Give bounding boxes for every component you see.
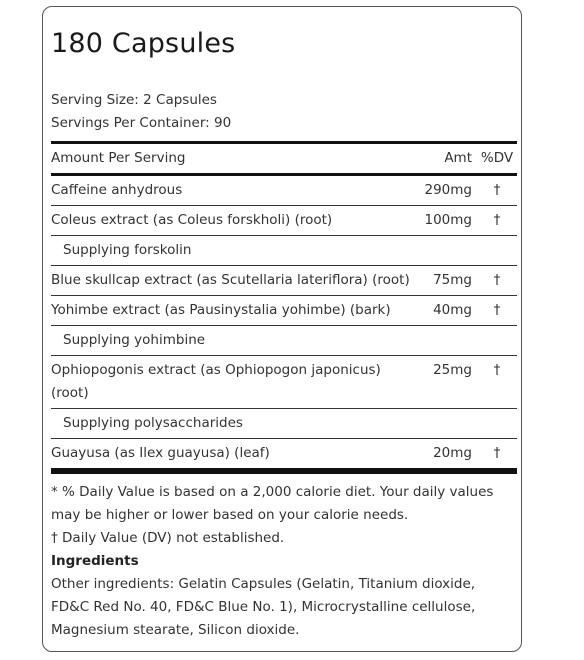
ingredient-dv: † xyxy=(493,212,501,228)
ingredients-text: Other ingredients: Gelatin Capsules (Gelatin, Titanium dioxide, FD&C Red No. 40, FD&C Blue No. 1), Microcrystalline cellulose, Magnesium stearate, Silicon dioxide. xyxy=(51,576,476,638)
ingredient-table xyxy=(51,176,517,468)
ingredient-dv: † xyxy=(493,272,501,288)
daily-value-footnote: * % Daily Value is based on a 2,000 calorie diet. Your daily values may be higher or lower based on your calorie needs. xyxy=(51,484,494,523)
ingredient-amount: 75mg xyxy=(433,272,472,288)
table-row xyxy=(51,409,517,439)
ingredient-name: Blue skullcap extract (as Scutellaria lateriflora) (root) xyxy=(51,272,410,288)
ingredient-name: Yohimbe extract (as Pausinystalia yohimbe) (bark) xyxy=(51,302,391,318)
table-header xyxy=(51,144,517,173)
serving-size: Serving Size: 2 Capsules xyxy=(51,92,217,108)
ingredient-sub-name: Supplying yohimbine xyxy=(63,332,206,348)
table-row xyxy=(51,236,517,266)
header-dv: %DV xyxy=(480,150,514,166)
ingredient-sub-name: Supplying polysaccharides xyxy=(63,415,243,431)
ingredient-name: Ophiopogonis extract (as Ophiopogon japonicus) (root) xyxy=(51,362,381,401)
ingredient-amount: 290mg xyxy=(424,182,472,198)
table-row xyxy=(51,356,517,409)
ingredient-dv: † xyxy=(493,445,501,461)
serving-info xyxy=(51,89,517,135)
ingredient-dv: † xyxy=(493,362,501,378)
ingredient-name: Coleus extract (as Coleus forskholi) (root) xyxy=(51,212,333,228)
ingredient-name: Guayusa (as Ilex guayusa) (leaf) xyxy=(51,445,270,461)
table-row xyxy=(51,326,517,356)
table-row xyxy=(51,266,517,296)
ingredient-amount: 25mg xyxy=(433,362,472,378)
ingredient-dv: † xyxy=(493,302,501,318)
ingredient-amount: 100mg xyxy=(424,212,472,228)
supplement-facts-content xyxy=(51,7,517,642)
ingredient-dv: † xyxy=(493,182,501,198)
footnotes xyxy=(51,481,517,642)
table-row xyxy=(51,439,517,468)
ingredient-sub-name: Supplying forskolin xyxy=(63,242,192,258)
ingredient-name: Caffeine anhydrous xyxy=(51,182,183,198)
header-amount-per-serving: Amount Per Serving xyxy=(51,150,186,166)
ingredients-heading: Ingredients xyxy=(51,553,139,569)
ingredient-amount: 20mg xyxy=(433,445,472,461)
header-amt: Amt xyxy=(444,150,472,166)
table-row xyxy=(51,176,517,206)
table-row xyxy=(51,296,517,326)
panel-title: 180 Capsules xyxy=(51,28,236,59)
ingredient-amount: 40mg xyxy=(433,302,472,318)
supplement-facts-panel xyxy=(42,6,522,652)
table-row xyxy=(51,206,517,236)
dagger-footnote: † Daily Value (DV) not established. xyxy=(51,530,285,546)
divider-thick-bottom xyxy=(51,468,517,474)
servings-per-container: Servings Per Container: 90 xyxy=(51,115,232,131)
